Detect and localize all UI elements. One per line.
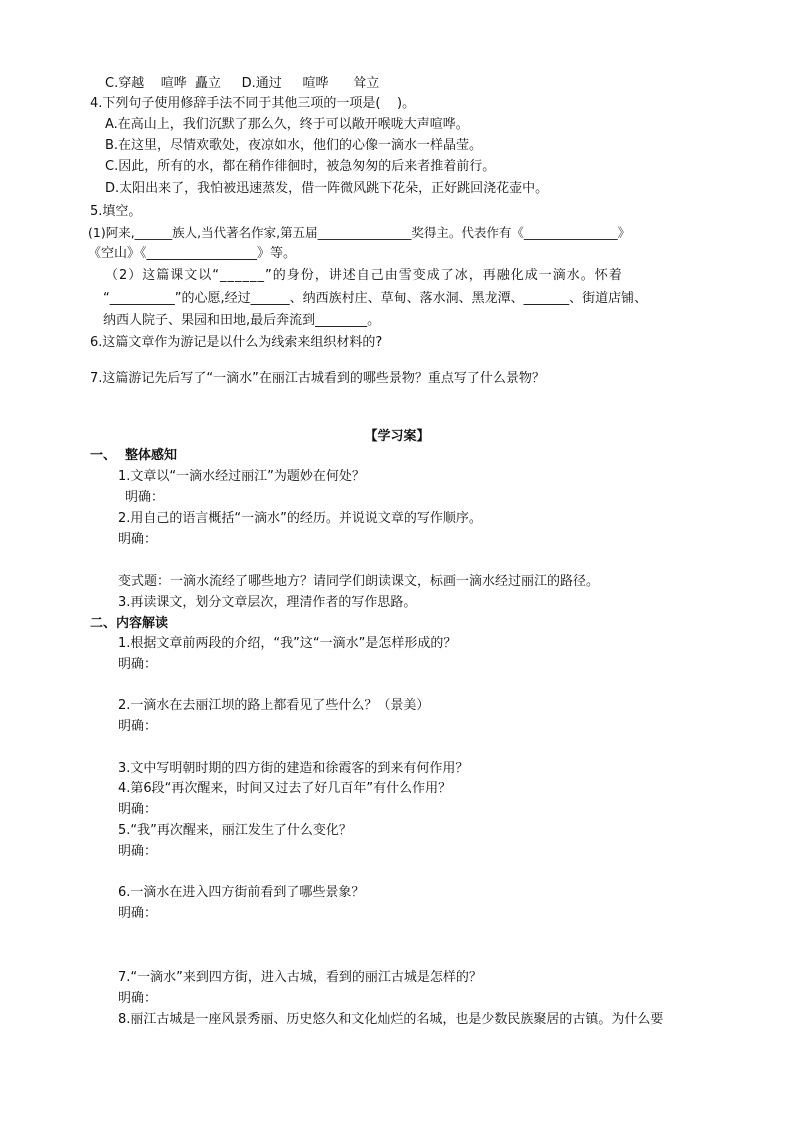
item: 2.用自己的语言概括“一滴水”的经历。并说说文章的写作顺序。 bbox=[118, 511, 482, 526]
item: 1.文章以“一滴水经过丽江”为题妙在何处？ bbox=[118, 469, 365, 484]
item: 3.文中写明朝时期的四方街的建造和徐霞客的到来有何作用？ bbox=[118, 761, 469, 776]
options-cd: C.穿越 喧哗 矗立 D.通过 喧哗 耸立 bbox=[105, 76, 380, 91]
item: 4.第6段“再次醒来，时间又过去了好几百年”有什么作用？ bbox=[118, 781, 452, 796]
heading-1: 一、 整体感知 bbox=[90, 448, 178, 463]
answer-label: 明确： bbox=[118, 719, 158, 734]
item: 2.一滴水在去丽江坝的路上都看见了些什么？（景美） bbox=[118, 698, 430, 713]
option-c: C.因此，所有的水，都在稍作徘徊时，被急匆匆的后来者推着前行。 bbox=[105, 159, 496, 174]
fill-2-cont: “__________”的心愿,经过______、纳西族村庄、草甸、落水洞、黑龙潭、_______、街道店铺、 bbox=[103, 291, 648, 306]
item: 8.丽江古城是一座风景秀丽、历史悠久和文化灿烂的名城，也是少数民族聚居的古镇。为什么要 bbox=[118, 1012, 664, 1027]
answer-label: 明确： bbox=[118, 991, 158, 1006]
answer-label: 明确： bbox=[118, 532, 158, 547]
question-6: 6.这篇文章作为游记是以什么为线索来组织材料的? bbox=[90, 335, 383, 350]
question-4: 4.下列句子使用修辞手法不同于其他三项的一项是( )。 bbox=[90, 96, 416, 111]
question-5: 5.填空。 bbox=[90, 204, 142, 219]
option-a: A.在高山上，我们沉默了那么久，终于可以敞开喉咙大声喧哗。 bbox=[105, 117, 469, 132]
item: 7.“一滴水”来到四方街，进入古城，看到的丽江古城是怎样的？ bbox=[118, 970, 482, 985]
answer-label: 明确： bbox=[118, 906, 158, 921]
answer-label: 明确： bbox=[118, 657, 158, 672]
item: 1.根据文章前两段的介绍，“我”这“一滴水”是怎样形成的？ bbox=[118, 636, 457, 651]
item: 5.“我”再次醒来，丽江发生了什么变化？ bbox=[118, 823, 352, 838]
question-7: 7.这篇游记先后写了“一滴水”在丽江古城看到的哪些景物？重点写了什么景物？ bbox=[90, 371, 545, 386]
item: 变式题：一滴水流经了哪些地方？请同学们朗读课文，标画一滴水经过丽江的路径。 bbox=[118, 574, 600, 589]
item: 6.一滴水在进入四方街前看到了哪些景象？ bbox=[118, 885, 365, 900]
fill-1: (1)阿来,______族人,当代著名作家,第五届_______________奖得主。代表作有《_______________》 bbox=[88, 225, 631, 240]
option-d: D.太阳出来了，我怕被迅速蒸发，借一阵微风跳下花朵，正好跳回浇花壶中。 bbox=[105, 181, 549, 196]
answer-label: 明确： bbox=[118, 844, 158, 859]
fill-1-cont: 《空山》《_________________》等。 bbox=[88, 246, 297, 261]
fill-2-end: 纳西人院子、果园和田地,最后奔流到________。 bbox=[103, 313, 381, 328]
heading-2: 二、内容解读 bbox=[90, 616, 169, 631]
item: 3.再读课文，划分文章层次，理清作者的写作思路。 bbox=[118, 595, 417, 610]
fill-2: （2）这篇课文以“______”的身份，讲述自己由雪变成了冰，再融化成一滴水。怀着 bbox=[105, 268, 623, 283]
section-title: 【学习案】 bbox=[364, 429, 430, 444]
option-b: B.在这里，尽情欢歌处，夜凉如水，他们的心像一滴水一样晶莹。 bbox=[105, 138, 483, 153]
answer-label: 明确： bbox=[118, 802, 158, 817]
answer-label: 明确： bbox=[125, 490, 165, 505]
